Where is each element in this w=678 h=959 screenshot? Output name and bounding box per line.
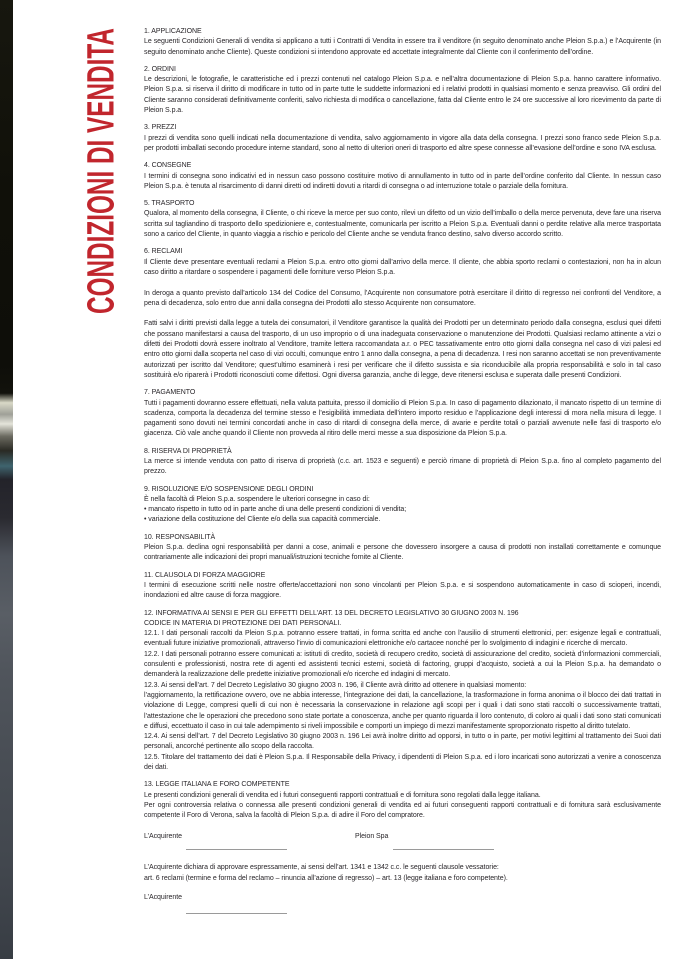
section-paragraph: In deroga a quanto previsto dall’articolo 134 del Codice del Consumo, l’Acquirente non consumatore potrà esercitare il diritto di regresso nei confronti del Venditore, a pena di decadenza, solo entro due anni dalla consegna dei Prodotti allo stesso Acquirente non consumatore. (144, 289, 661, 307)
terms-section (144, 388, 661, 439)
section-title: 11. CLAUSOLA DI FORZA MAGGIORE (144, 571, 266, 579)
terms-section (144, 27, 661, 58)
terms-section (144, 247, 661, 381)
section-paragraph: Per ogni controversia relativa o connessa alle presenti condizioni generali di vendita ed ai futuri conseguenti rapporti contrattuali e di fornitura sarà esclusivamente competente il Foro di Verona, salva la facoltà di Pleion S.p.a. di adire il Foro del compratore. (144, 801, 661, 820)
buyer-signature-label: L’Acquirente (144, 833, 182, 841)
section-paragraph: Le presenti condizioni generali di vendita ed i futuri conseguenti rapporti contrattuali e di fornitura sono regolati dalla legge italiana. (144, 791, 541, 799)
terms-section (144, 780, 661, 821)
section-paragraph: 12.5. Titolare del trattamento dei dati è Pleion S.p.a. Il Responsabile della Privacy, i dipendenti di Pleion S.p.a. ed i loro incaricati sono autorizzati a venire a conoscenza dei dati. (144, 753, 661, 771)
section-paragraph: Il Cliente deve presentare eventuali reclami a Pleion S.p.a. entro otto giorni dall’arrivo della merce. Il cliente, che abbia sporto reclami o contestazioni, non ha in alcun caso diritto a ritardare o sospendere i pagamenti delle forniture verso Pleion S.p.a. (144, 258, 661, 276)
section-paragraph: I prezzi di vendita sono quelli indicati nella documentazione di vendita, salvo aggiornamento in vigore alla data della consegna. I prezzi sono franco sede Pleion S.p.a. per prodotti imballati secondo procedure interne standard, sono al netto di ulteriori oneri di trasporto ed altre spese connesse all’evasione dell’ordine e sono IVA esclusa. (144, 134, 661, 152)
section-paragraph: l’aggiornamento, la rettificazione ovvero, ove ne abbia interesse, l’integrazione dei dati, la cancellazione, la trasformazione in forma anonima o il blocco dei dati trattati in violazione di Legge, compresi quelli di cui non è necessaria la conservazione in relazione agli scopi per i quali i dati sono stati raccolti o successivamente trattati, l’attestazione che le operazioni che precedono sono state portate a conoscenza, anche per quanto riguarda il loro contenuto, di coloro ai quali i dati sono stati comunicati e diffusi, eccettuato il caso in cui tale adempimento si riveli impossibile e comporti un impiego di mezzi manifestamente sproporzionato rispetto al diritto tutelato. (144, 691, 661, 730)
seller-signature-label: Pleion Spa (355, 833, 389, 841)
section-paragraph: I termini di esecuzione scritti nelle nostre offerte/accettazioni non sono vincolanti per Pleion S.p.a. e si sospendono automaticamente in caso di scioperi, incendi, inondazioni ed altre cause di forza maggiore. (144, 581, 661, 600)
section-title: 12. INFORMATIVA AI SENSI E PER GLI EFFETTI DELL’ART. 13 DEL DECRETO LEGISLATIVO 30 GIUGNO 2003 N. 196 (144, 609, 519, 617)
section-paragraph: Pleion S.p.a. declina ogni responsabilità per danni a cose, animali e persone che dovessero insorgere a causa di prodotti non installati correttamente e comunque contrariamente alle indicazioni dei propri manuali/istruzioni tecniche fornite al Cliente. (144, 544, 661, 562)
terms-section (144, 533, 661, 564)
terms-section (144, 571, 661, 602)
section-title: 9. RISOLUZIONE E/O SOSPENSIONE DEGLI ORDINI (144, 485, 314, 493)
terms-section (144, 65, 661, 116)
terms-section (144, 447, 661, 478)
terms-section (144, 161, 661, 192)
section-paragraph: Qualora, al momento della consegna, il Cliente, o chi riceve la merce per suo conto, rilevi un difetto od un vizio dell’imballo o della merce pervenuta, deve fare una riserva scritta sul tagliandino di trasporto dello spedizioniere e, contestualmente, comunicarla per iscritto a Pleion S.p.a. Eventuali danni o perdite relative alla merce trasportata sono a carico del Cliente, in quanto viaggia a rischio e pericolo del Cliente anche se venduta franco destino, salvo diverso accordo scritto. (144, 210, 661, 239)
section-title: 13. LEGGE ITALIANA E FORO COMPETENTE (144, 781, 290, 789)
section-paragraph: 12.4. Ai sensi dell’art. 7 del Decreto Legislativo 30 giugno 2003 n. 196 Lei avrà inoltre diritto ad opporsi, in tutto o in parte, per motivi legittimi al trattamento dei Suoi dati personali, ancorché pertinente allo scopo della raccolta. (144, 733, 661, 751)
section-title: 10. RESPONSABILITÀ (144, 533, 216, 541)
terms-section (144, 199, 661, 240)
terms-section (144, 485, 661, 526)
section-title: 6. RECLAMI (144, 248, 183, 256)
section-title: 4. CONSEGNE (144, 162, 192, 170)
page-title: CONDIZIONI DI VENDITA (80, 28, 123, 314)
warehouse-photo-strip (0, 0, 13, 959)
vexatious-clauses-line-1: L’Acquirente dichiara di approvare espressamente, ai sensi dell’art. 1341 e 1342 c.c. le seguenti clausole vessatorie: (144, 864, 499, 872)
section-paragraph: 12.3. Ai sensi dell’art. 7 del Decreto Legislativo 30 giugno 2003 n. 196, il Cliente avrà diritto ad ottenere in qualsiasi momento: (144, 681, 527, 689)
section-paragraph: 12.1. I dati personali raccolti da Pleion S.p.a. potranno essere trattati, in forma scritta ed anche con l’ausilio di strumenti elettronici, per: esigenze legali e contrattuali, eventuali future iniziative promozionali, attraverso l’invio di comunicazioni elettroniche e/o cartacee nonché per lo svolgimento di indagini e ricerche di mercato. (144, 630, 661, 648)
section-paragraph: Le seguenti Condizioni Generali di vendita si applicano a tutti i Contratti di Vendita in essere tra il venditore (in seguito denominato anche Pleion S.p.a.) e l’Acquirente (in seguito denominato anche Cliente). Queste condizioni si intendono approvate ed accettate integralmente dal Cliente con il conferimento dell’ordine. (144, 38, 661, 56)
section-paragraph: 12.2. I dati personali potranno essere comunicati a: istituti di credito, società di recupero credito, società di assicurazione del credito, società d’informazioni commerciali, consulenti e professionisti, nostra rete di agenti ed assistenti tecnici esterni, società di factoring, gruppi d’acquisto, società a cui la Pleion S.p.a. ha demandato o demanderà la realizzazione delle predette iniziative promozionali e/o ricerche ed indagini di mercato. (144, 650, 661, 679)
buyer-signature-line (186, 849, 287, 850)
terms-sections (144, 27, 661, 821)
section-paragraph: • variazione della costituzione del Cliente e/o della sua capacità commerciale. (144, 516, 381, 524)
terms-section (144, 123, 661, 154)
buyer-signature-line-2 (186, 913, 287, 914)
terms-content-column (144, 27, 661, 924)
section-paragraph: Fatti salvi i diritti previsti dalla legge a tutela dei consumatori, il Venditore garantisce la qualità dei Prodotti per un determinato periodo dalla consegna, esclusi quei difetti che possano manifestarsi a causa del trasporto, di un uso improprio o di una inadeguata conservazione o manutenzione dei Prodotti. Qualsiasi reclamo attinente a vizi o difetti dei Prodotti dovrà essere inoltrato al Venditore, tramite lettera raccomandata a.r. o PEC tassativamente entro otto giorni dalla consegna nel caso di vizi palesi ed entro otto giorni dalla scoperta nel caso di vizi occulti, comunque entro 1 anno dalla consegna, a pena di decadenza. I resi non saranno accettati se non preventivamente autorizzati per iscritto dal Venditore; quest’ultimo esaminerà i resi per verificare che il difetto sussista e sia riconducibile alla propria responsabilità e solo in tal caso sostituirà e/o riparerà i Prodotti riconosciuti come difettosi. Ogni diversa garanzia, anche di legge, deve ritenersi esclusa e superata dalle presenti Condizioni. (144, 320, 661, 379)
section-title: 2. ORDINI (144, 65, 176, 73)
section-title: 1. APPLICAZIONE (144, 28, 202, 35)
terms-section (144, 609, 661, 774)
section-paragraph: • mancato rispetto in tutto od in parte anche di una delle presenti condizioni di vendita; (144, 506, 407, 514)
signature-area (144, 832, 661, 924)
seller-signature-line (393, 849, 494, 850)
section-title: 5. TRASPORTO (144, 200, 195, 208)
section-paragraph: È nella facoltà di Pleion S.p.a. sospendere le ulteriori consegne in caso di: (144, 495, 370, 503)
section-paragraph: Tutti i pagamenti dovranno essere effettuati, nella valuta pattuita, presso il domicilio di Pleion S.p.a. In caso di pagamento dilazionato, il mancato rispetto di un termine di scadenza, comporta la decadenza del termine stesso e l’esigibilità immediata dell’intero importo residuo e l’applicazione degli interessi di mora nella misura di legge. I pagamenti sono dovuti nei termini concordati anche in caso di ritardi di consegna della merce, di avarie e perdite totali o parziali avvenute nelle fasi di trasporto e/o giacenza. Ciò vale anche quando il Cliente non provveda al ritiro delle merci messe a sua disposizione da Pleion S.p.a. (144, 399, 661, 438)
section-title: 3. PREZZI (144, 124, 177, 132)
section-title: 7. PAGAMENTO (144, 389, 196, 397)
section-paragraph: I termini di consegna sono indicativi ed in nessun caso possono costituire motivo di annullamento in tutto od in parte dell’ordine conferito dal Cliente. In nessun caso Pleion S.p.a. è tenuta al risarcimento di danni diretti od indiretti dovuti a ritardi di consegna o ad interruzione totale o parziale della fornitura. (144, 172, 661, 190)
buyer-signature-label-2: L’Acquirente (144, 894, 182, 902)
section-title: 8. RISERVA DI PROPRIETÀ (144, 447, 232, 455)
section-paragraph: Le descrizioni, le fotografie, le caratteristiche ed i prezzi contenuti nel catalogo Pleion S.p.a. e nell’altra documentazione di Pleion S.p.a. hanno carattere informativo. Pleion S.p.a. si riserva il diritto di modificare in tutto od in parte tutte le suddette informazioni ed i relativi prodotti in qualsiasi momento e senza preavviso. Gli ordini del Cliente saranno considerati definitivamente conferiti, salvo richiesta di modifica o cancellazione, fatta dal Cliente entro le 24 ore successive al loro ricevimento da parte di Pleion S.p.a. (144, 76, 661, 115)
section-paragraph: CODICE IN MATERIA DI PROTEZIONE DEI DATI PERSONALI. (144, 619, 342, 627)
section-paragraph: La merce si intende venduta con patto di riserva di proprietà (c.c. art. 1523 e seguenti) e perciò rimane di proprietà di Pleion S.p.a. fino al completo pagamento del prezzo. (144, 457, 661, 476)
vexatious-clauses-line-2: art. 6 reclami (termine e forma del reclamo – rinuncia all’azione di regresso) – art. 13 (legge italiana e foro competente). (144, 874, 508, 882)
